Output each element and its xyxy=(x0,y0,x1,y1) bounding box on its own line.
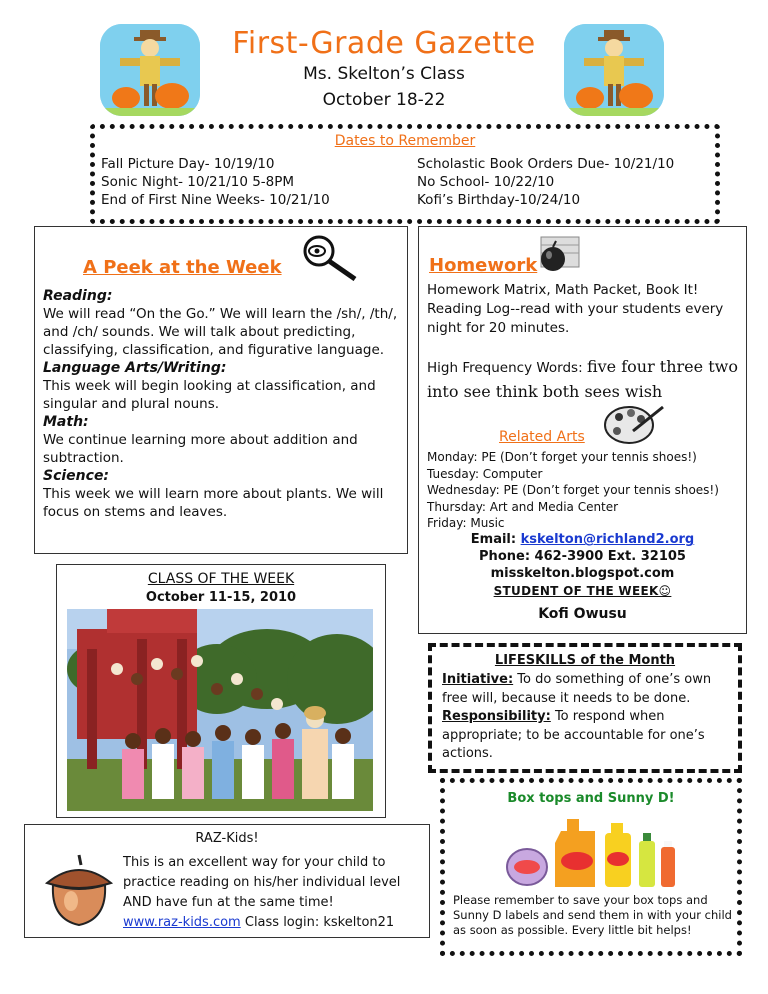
peek-at-the-week-box xyxy=(34,226,408,554)
homework-text: Homework Matrix, Math Packet, Book It! Reading Log--read with your students every night for 20 minutes. xyxy=(427,282,724,336)
phone-line: Phone: 462-3900 Ext. 32105 xyxy=(479,549,686,564)
peek-heading: A Peek at the Week xyxy=(83,257,282,278)
list-item: Friday: Music xyxy=(427,516,505,531)
email-label: Email: xyxy=(470,532,521,547)
section-text-math: We continue learning more about addition and subtraction. xyxy=(43,432,358,466)
section-text-language-arts: This week will begin looking at classification, and singular and plural nouns. xyxy=(43,378,376,412)
paint-palette-icon xyxy=(603,401,665,445)
magnifying-glass-icon xyxy=(297,233,359,281)
raz-text xyxy=(123,853,423,933)
email-link[interactable]: kskelton@richland2.org xyxy=(520,532,695,547)
list-item: Tuesday: Computer xyxy=(427,466,543,481)
raz-login: Class login: kskelton21 xyxy=(240,915,395,930)
raz-kids-link[interactable]: www.raz-kids.com xyxy=(123,915,241,930)
related-arts-heading: Related Arts xyxy=(499,429,585,445)
date-item: Kofi’s Birthday-10/24/10 xyxy=(417,192,581,208)
hf-words: five four three two into see think both sees wish xyxy=(427,357,738,401)
lifeskills-box xyxy=(428,643,742,773)
week-dates: October 18-22 xyxy=(322,90,446,110)
hf-label: High Frequency Words: xyxy=(427,360,587,376)
list-item: Wednesday: PE (Don’t forget your tennis shoes!) xyxy=(427,483,719,498)
lifeskill-term: Responsibility: xyxy=(442,709,551,724)
blog-line: misskelton.blogspot.com xyxy=(490,566,675,581)
section-title-reading: Reading: xyxy=(43,288,113,304)
acorn-icon xyxy=(43,853,115,929)
lifeskills-heading: LIFESKILLS of the Month xyxy=(494,653,676,668)
lifeskill-definition: To do something of one’s own free will, because it needs to be done. xyxy=(442,672,712,706)
lifeskills-body xyxy=(442,671,732,764)
contact-info xyxy=(419,531,746,582)
cotw-dates: October 11-15, 2010 xyxy=(145,590,297,605)
section-text-science: This week we will learn more about plants. We will focus on stems and leaves. xyxy=(43,486,384,520)
section-text-reading: We will read “On the Go.” We will learn the /sh/, /th/, and /ch/ sounds. We will talk about predicting, classifying, classification, and figurative language. xyxy=(43,306,398,358)
raz-heading: RAZ-Kids! xyxy=(195,831,259,846)
class-photo xyxy=(67,609,373,811)
raz-description: This is an excellent way for your child to practice reading on his/her individual level AND have fun at the same time! xyxy=(123,855,401,910)
lifeskill-definition: To respond when appropriate; to be accountable for one’s actions. xyxy=(442,709,705,761)
related-arts-list xyxy=(427,449,719,532)
list-item: Monday: PE (Don’t forget your tennis shoes!) xyxy=(427,450,697,464)
list-item: Thursday: Art and Media Center xyxy=(427,499,619,514)
boxtops-heading: Box tops and Sunny D! xyxy=(507,791,675,806)
dates-left-column xyxy=(101,155,330,209)
homework-box xyxy=(418,226,747,634)
date-item: No School- 10/22/10 xyxy=(417,174,555,190)
dates-heading: Dates to Remember xyxy=(334,133,476,149)
teacher-class: Ms. Skelton’s Class xyxy=(303,64,465,84)
homework-heading: Homework xyxy=(429,255,538,276)
lifeskill-item xyxy=(442,708,732,764)
date-item: End of First Nine Weeks- 10/21/10 xyxy=(101,192,330,208)
section-title-math: Math: xyxy=(43,414,89,430)
date-item: Scholastic Book Orders Due- 10/21/10 xyxy=(417,156,675,172)
sunny-d-bottles-image xyxy=(505,811,705,891)
peek-body xyxy=(43,287,399,521)
newsletter-title: First-Grade Gazette xyxy=(232,26,536,61)
email-line xyxy=(419,531,746,548)
boxtops-text: Please remember to save your box tops and Sunny D labels and send them in with your child as soon as possible. Every little bit helps! xyxy=(453,893,732,937)
high-frequency-words xyxy=(427,355,743,405)
box-tops-box xyxy=(440,778,742,956)
apple-icon xyxy=(535,233,583,275)
lifeskill-term: Initiative: xyxy=(442,672,514,687)
date-item: Sonic Night- 10/21/10 5-8PM xyxy=(101,174,295,190)
lifeskill-item xyxy=(442,671,732,708)
date-item: Fall Picture Day- 10/19/10 xyxy=(101,156,275,172)
student-of-week-label: STUDENT OF THE WEEK☺ xyxy=(493,584,672,598)
raz-kids-box xyxy=(24,824,430,938)
cotw-heading: CLASS OF THE WEEK xyxy=(147,571,295,587)
section-title-language-arts: Language Arts/Writing: xyxy=(43,360,227,376)
student-of-week-name: Kofi Owusu xyxy=(538,606,627,622)
dates-right-column xyxy=(417,155,674,209)
dates-to-remember-box xyxy=(90,124,720,224)
class-of-the-week-box xyxy=(56,564,386,818)
section-title-science: Science: xyxy=(43,468,110,484)
